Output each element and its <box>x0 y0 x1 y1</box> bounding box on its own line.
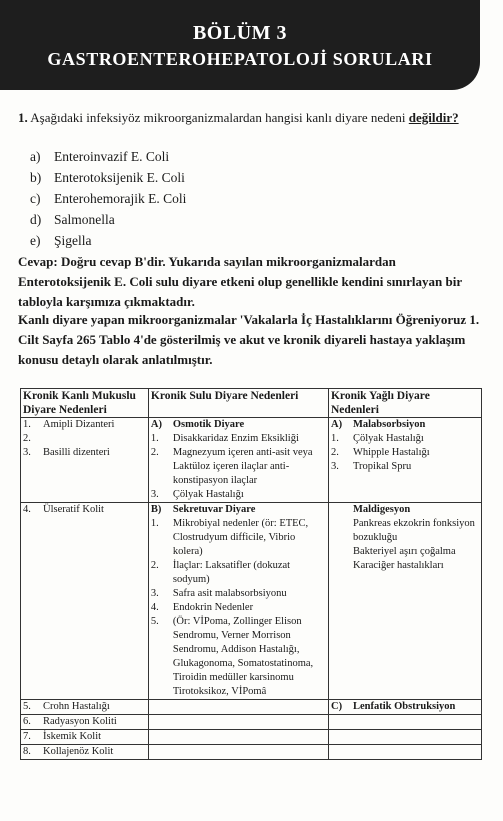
item-number: 2. <box>150 560 159 571</box>
list-item <box>331 559 479 573</box>
item-text: Amipli Dizanteri <box>43 419 115 430</box>
chapter-number: BÖLÜM 3 <box>192 22 288 44</box>
list-item <box>151 685 326 699</box>
chapter-title: GASTROENTEROHEPATOLOJİ SORULARI <box>47 49 433 69</box>
option-text: Salmonella <box>54 212 115 227</box>
list-item <box>151 432 326 446</box>
option-letter: d) <box>30 212 42 227</box>
item-number: 3. <box>150 489 159 500</box>
item-number: 1. <box>150 518 159 529</box>
list-item <box>331 418 479 432</box>
item-number: 1. <box>330 433 339 444</box>
table-cell <box>148 730 328 745</box>
table-cell <box>328 418 481 503</box>
table-cell <box>21 745 149 760</box>
table-cell <box>21 715 149 730</box>
option-b <box>30 167 186 188</box>
list-item <box>151 559 326 587</box>
item-text: Crohn Hastalığı <box>43 701 110 712</box>
list-item <box>23 446 146 460</box>
item-text: Maldigesyon <box>352 504 411 515</box>
option-c <box>30 188 186 209</box>
header-bloody: Kronik Kanlı Mukuslu Diyare Nedenleri <box>21 389 149 418</box>
item-text: Osmotik Diyare <box>172 419 245 430</box>
item-number: B) <box>150 504 162 515</box>
item-number: 5. <box>150 616 159 627</box>
options-list <box>30 146 186 251</box>
question-number: 1. <box>18 110 28 125</box>
list-item <box>331 503 479 517</box>
item-number: 4. <box>23 504 31 515</box>
table-cell <box>21 700 149 715</box>
question-negation: değildir? <box>408 110 459 125</box>
list-item <box>331 545 479 559</box>
item-text: İskemik Kolit <box>43 731 102 742</box>
list-item <box>331 432 479 446</box>
item-number: 3. <box>150 588 159 599</box>
item-number: A) <box>150 419 162 430</box>
item-number: 6. <box>23 716 31 727</box>
item-text: (Ör: VİPoma, Zollinger Elison Sendromu, Verner Morrison Sendromu, Addison Hastalığı, Glukagonoma, Somatostatinoma, Tiroidin medüller karsinomu <box>172 616 314 683</box>
header-fatty: Kronik Yağlı Diyare Nedenleri <box>328 389 481 418</box>
item-text: İlaçlar: Laksatifler (dokuzat sodyum) <box>172 560 291 585</box>
item-number: 3. <box>330 461 339 472</box>
item-text: Lenfatik Obstruksiyon <box>352 701 456 712</box>
item-text: Pankreas ekzokrin fonksiyon bozukluğu <box>352 518 475 543</box>
item-text: Safra asit malabsorbsiyonu <box>172 588 287 599</box>
table-row <box>21 418 482 503</box>
list-item <box>151 503 326 517</box>
item-number: 8. <box>23 746 31 757</box>
table-cell <box>328 503 481 700</box>
list-item <box>23 432 146 446</box>
item-text: Ülseratif Kolit <box>43 504 104 515</box>
table-cell <box>148 418 328 503</box>
option-e <box>30 230 186 251</box>
table-cell <box>148 745 328 760</box>
item-text: Mikrobiyal nedenler (ör: ETEC, Clostrudyum difficile, Vibrio kolera) <box>172 518 309 557</box>
header-watery: Kronik Sulu Diyare Nedenleri <box>148 389 328 418</box>
chapter-header <box>0 0 480 90</box>
list-item <box>151 488 326 502</box>
item-number <box>151 685 173 699</box>
item-text: Whipple Hastalığı <box>352 447 430 458</box>
list-item <box>331 460 479 474</box>
item-number: C) <box>330 701 343 712</box>
list-item <box>151 615 326 685</box>
table-row <box>21 745 482 760</box>
table-cell <box>21 418 149 503</box>
option-text: Şigella <box>54 233 92 248</box>
list-item <box>23 418 146 432</box>
option-a <box>30 146 186 167</box>
option-letter: a) <box>30 149 41 164</box>
item-text: Endokrin Nedenler <box>172 602 254 613</box>
table-cell <box>21 730 149 745</box>
table-cell <box>328 745 481 760</box>
item-number: 2. <box>23 433 31 444</box>
option-letter: e) <box>30 233 41 248</box>
table-cell <box>328 700 481 715</box>
item-text: Sekretuvar Diyare <box>172 504 256 515</box>
option-letter: b) <box>30 170 42 185</box>
list-item <box>331 517 479 545</box>
list-item <box>151 601 326 615</box>
option-letter: c) <box>30 191 41 206</box>
table-row <box>21 715 482 730</box>
item-text: Tirotoksikoz, VİPomâ <box>172 686 267 697</box>
table-cell <box>21 503 149 700</box>
item-number: 2. <box>150 447 159 458</box>
item-number: 3. <box>23 447 31 458</box>
answer-explanation: Cevap: Doğru cevap B'dir. Yukarıda sayılan mikroorganizmalardan Enterotoksijenik E. Coli sulu diyare etkeni olup genellikle kendini sınırlayan bir tabloyla karşımıza çıkmaktadır. <box>18 254 462 309</box>
item-number: 4. <box>150 602 159 613</box>
item-text: Disakkaridaz Enzim Eksikliği <box>172 433 299 444</box>
table-header-row <box>21 389 482 418</box>
item-number: 2. <box>330 447 339 458</box>
option-text: Enterotoksijenik E. Coli <box>54 170 185 185</box>
question-stem <box>18 108 482 127</box>
list-item <box>23 503 146 517</box>
item-text: Basilli dizenteri <box>43 447 110 458</box>
list-item <box>151 418 326 432</box>
item-text <box>43 432 146 446</box>
item-text: Kollajenöz Kolit <box>43 746 114 757</box>
list-item <box>331 446 479 460</box>
table-row <box>21 503 482 700</box>
table-cell <box>148 700 328 715</box>
table-cell <box>148 715 328 730</box>
option-text: Enteroinvazif E. Coli <box>54 149 170 164</box>
item-number: 1. <box>23 419 31 430</box>
list-item <box>151 517 326 559</box>
diarrhea-causes-table <box>20 388 482 760</box>
item-text: Tropikal Spru <box>352 461 412 472</box>
table-cell <box>148 503 328 700</box>
item-text: Magnezyum içeren anti-asit veya Laktüloz içeren ilaçlar anti-konstipasyon ilaçlar <box>172 447 313 486</box>
reference-note: Kanlı diyare yapan mikroorganizmalar 'Vakalarla İç Hastalıklarını Öğreniyoruz 1. Cilt Sayfa 265 Tablo 4'de gösterilmiş ve akut ve kronik diyareli hastaya yaklaşım konusu detaylı olarak anlatılmıştır. <box>18 312 480 367</box>
list-item <box>151 587 326 601</box>
item-text: Bakteriyel aşırı çoğalma <box>352 546 456 557</box>
question-text: Aşağıdaki infeksiyöz mikroorganizmalardan hangisi kanlı diyare nedeni <box>30 110 406 125</box>
table-row <box>21 700 482 715</box>
list-item <box>151 446 326 488</box>
option-text: Enterohemorajik E. Coli <box>54 191 187 206</box>
table-cell <box>328 715 481 730</box>
item-text: Karaciğer hastalıkları <box>352 560 444 571</box>
item-text: Çölyak Hastalığı <box>172 489 244 500</box>
item-number: 5. <box>23 701 31 712</box>
option-d <box>30 209 186 230</box>
item-text: Çölyak Hastalığı <box>352 433 424 444</box>
table-row <box>21 730 482 745</box>
table-cell <box>328 730 481 745</box>
item-text: Malabsorbsiyon <box>352 419 426 430</box>
item-number: A) <box>330 419 343 430</box>
item-number: 1. <box>150 433 159 444</box>
item-text: Radyasyon Koliti <box>43 716 117 727</box>
item-number: 7. <box>23 731 31 742</box>
